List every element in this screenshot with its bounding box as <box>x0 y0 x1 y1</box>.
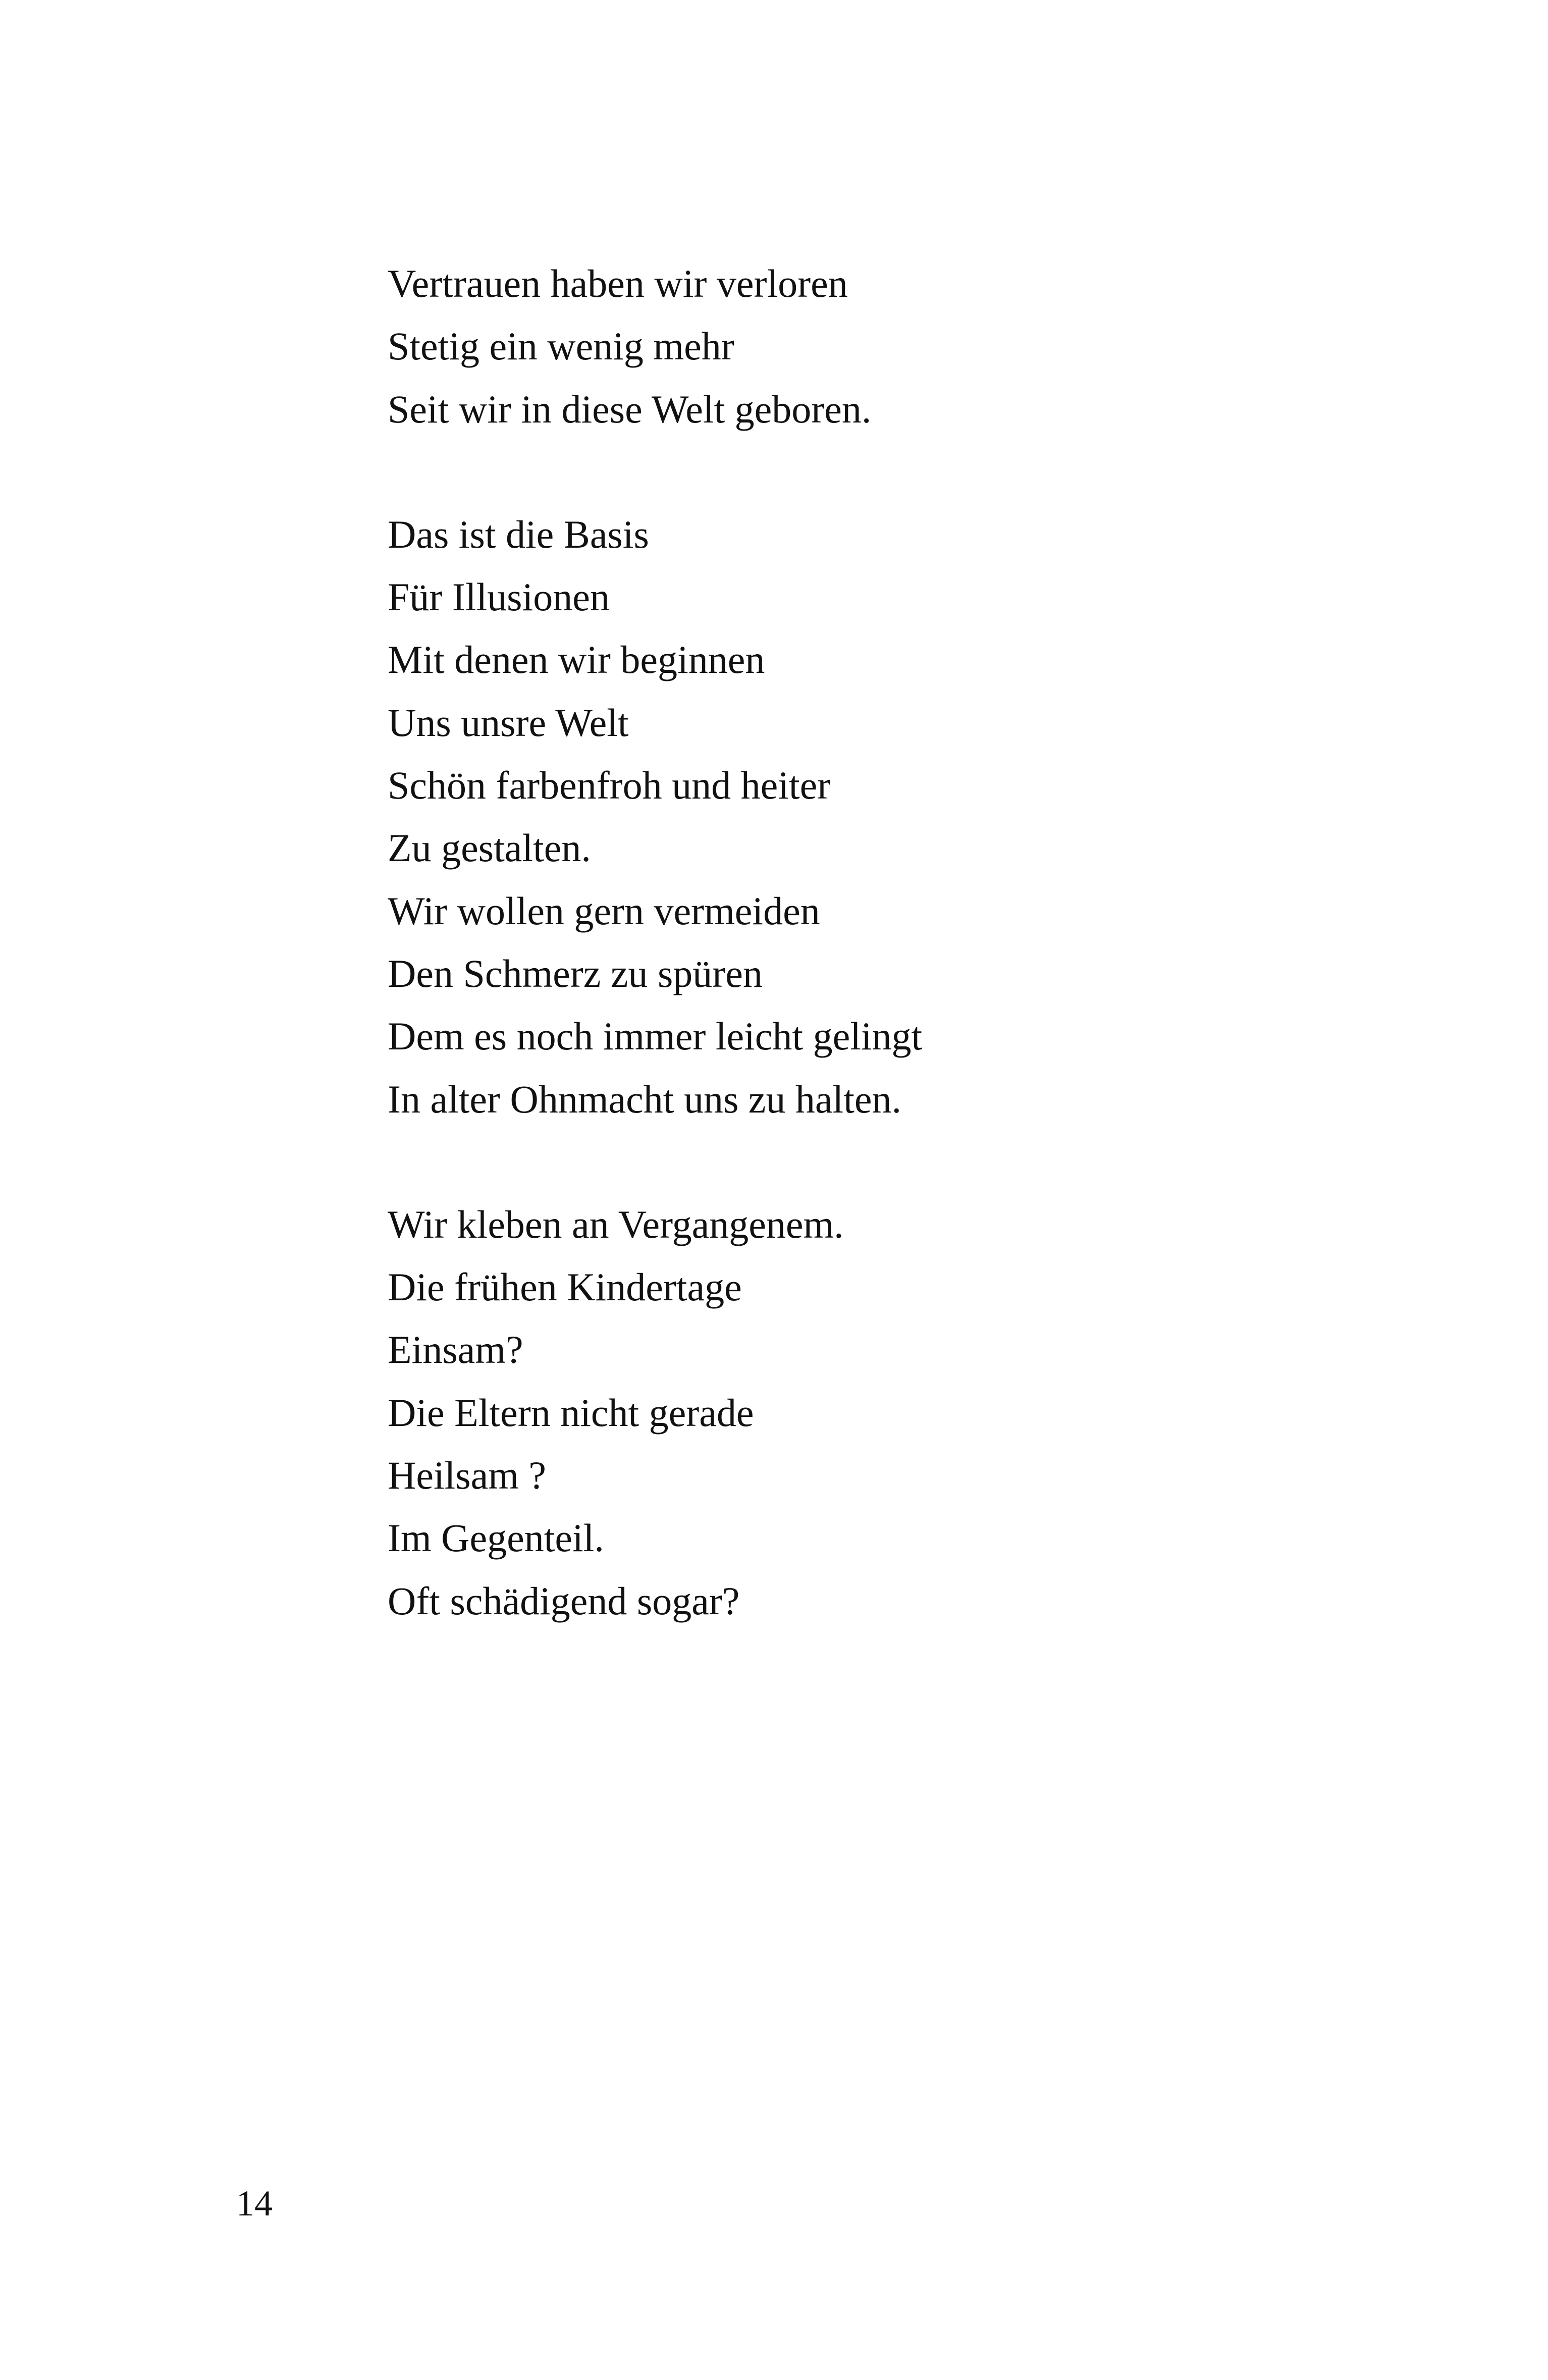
poem-line: Heilsam ? <box>388 1453 547 1498</box>
poem-line: Einsam? <box>388 1328 523 1372</box>
poem-line: Uns unsre Welt <box>388 700 629 745</box>
stanza-3 <box>388 1193 1397 1632</box>
poem-line: Die frühen Kindertage <box>388 1265 742 1309</box>
poem-line: Die Eltern nicht gerade <box>388 1390 754 1435</box>
poem-line: Das ist die Basis <box>388 512 649 556</box>
poem-line: Seit wir in diese Welt geboren. <box>388 387 872 431</box>
poem-line: Im Gegenteil. <box>388 1516 604 1560</box>
poem-line: Für Illusionen <box>388 575 610 619</box>
poem-line: Schön farbenfroh und heiter <box>388 763 831 808</box>
stanza-2 <box>388 503 1397 1131</box>
poem-line: Mit denen wir beginnen <box>388 638 765 682</box>
page-number: 14 <box>236 2183 273 2224</box>
poem-line: Oft schädigend sogar? <box>388 1578 740 1623</box>
poem-line: Wir kleben an Vergangenem. <box>388 1202 844 1246</box>
poem <box>388 252 1397 1695</box>
poem-line: Vertrauen haben wir verloren <box>388 261 848 305</box>
poem-line: Wir wollen gern vermeiden <box>388 888 820 933</box>
poem-line: In alter Ohnmacht uns zu halten. <box>388 1077 901 1121</box>
poem-line: Den Schmerz zu spüren <box>388 951 763 995</box>
poem-line: Dem es noch immer leicht gelingt <box>388 1014 923 1059</box>
poem-line: Stetig ein wenig mehr <box>388 324 734 368</box>
poem-line: Zu gestalten. <box>388 826 591 870</box>
stanza-1 <box>388 252 1397 441</box>
